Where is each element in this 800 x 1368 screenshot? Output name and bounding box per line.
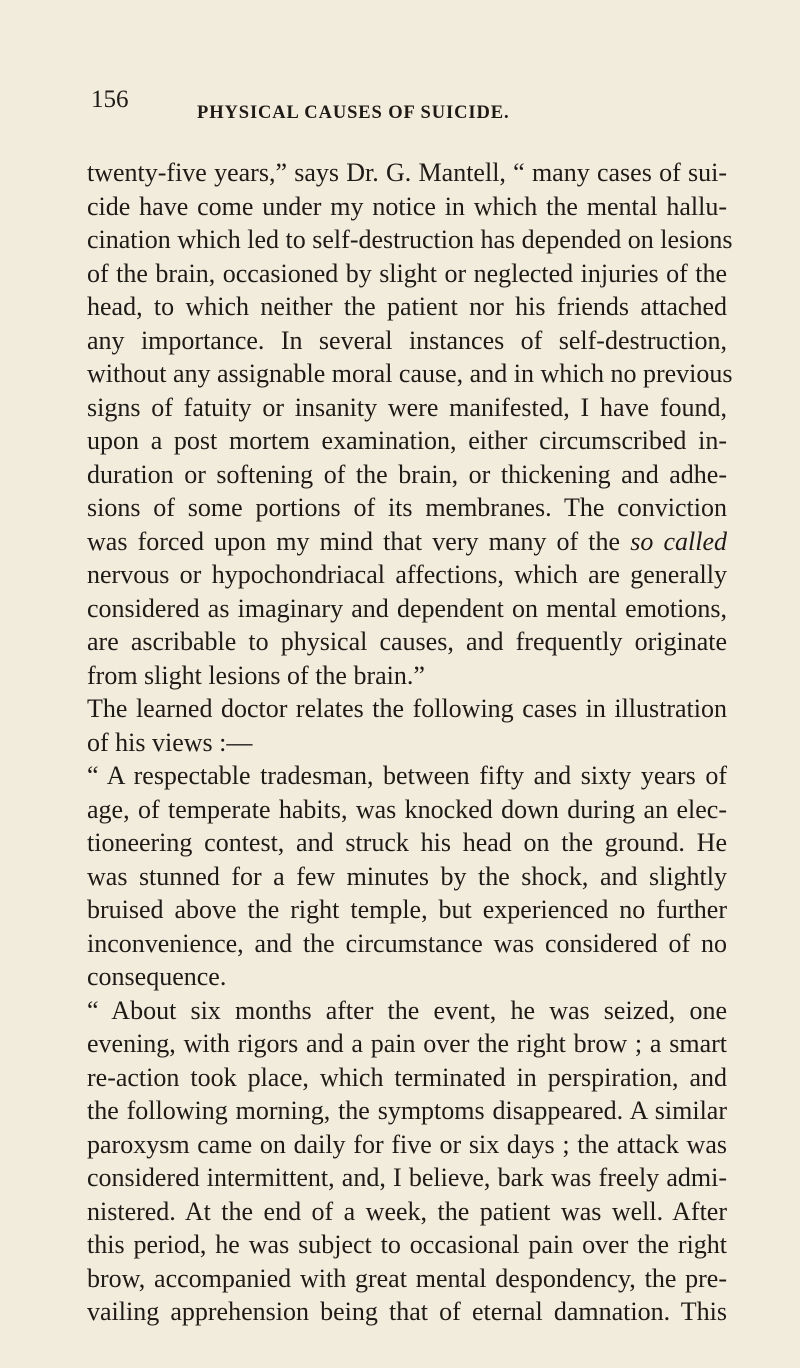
text-line: nistered. At the end of a week, the patient was well. After <box>87 1196 727 1226</box>
text-line: any importance. In several instances of self-destruction, <box>87 325 727 355</box>
running-head: PHYSICAL CAUSES OF SUICIDE. <box>197 103 510 123</box>
text-line: without any assignable moral cause, and in which no previous <box>87 359 733 388</box>
text-line: age, of temperate habits, was knocked down during an elec- <box>87 794 727 824</box>
text-line: this period, he was subject to occasional pain over the right <box>87 1230 727 1259</box>
text-line: upon a post mortem examination, either circumscribed in- <box>87 426 727 455</box>
text-line: signs of fatuity or insanity were manifested, I have found, <box>87 392 727 422</box>
page-number: 156 <box>91 86 129 113</box>
text-line: was stunned for a few minutes by the shock, and slightly <box>87 861 727 891</box>
text-line: from slight lesions of the brain.” <box>87 660 425 690</box>
text-line: The learned doctor relates the following cases in illustration <box>87 694 727 723</box>
text-line: re-action took place, which terminated in perspiration, and <box>87 1062 727 1092</box>
text-line: cide have come under my notice in which the mental hallu- <box>87 191 727 221</box>
text-line: twenty-five years,” says Dr. G. Mantell, “ many cases of sui- <box>87 158 727 187</box>
text-line: cination which led to self-destruction has depended on lesions <box>87 225 733 254</box>
text-line <box>87 525 727 559</box>
text-line: of the brain, occasioned by slight or neglected injuries of the <box>87 258 727 288</box>
text-line: evening, with rigors and a pain over the right brow ; a smart <box>87 1029 727 1058</box>
text-line: paroxysm came on daily for five or six days ; the attack was <box>87 1129 727 1159</box>
text-line: vailing apprehension being that of eternal damnation. This <box>87 1297 727 1326</box>
text-line: brow, accompanied with great mental despondency, the pre- <box>87 1263 727 1293</box>
text-line: “ About six months after the event, he was seized, one <box>87 995 727 1025</box>
text-segment: was forced upon my mind that very many of the <box>87 526 631 556</box>
text-line: inconvenience, and the circumstance was considered of no <box>87 928 727 958</box>
text-line: nervous or hypochondriacal affections, which are generally <box>87 560 727 589</box>
text-line: considered as imaginary and dependent on mental emotions, <box>87 593 727 623</box>
text-line: are ascribable to physical causes, and frequently originate <box>87 627 727 656</box>
text-line: sions of some portions of its membranes. The conviction <box>87 493 727 522</box>
text-line: consequence. <box>87 962 227 991</box>
italic-phrase: so called <box>630 526 727 556</box>
text-line: “ A respectable tradesman, between fifty and sixty years of <box>87 761 727 790</box>
text-line: of his views :— <box>87 727 253 757</box>
text-line: considered intermittent, and, I believe, bark was freely admi- <box>87 1163 727 1192</box>
text-line: head, to which neither the patient nor his friends attached <box>87 292 727 321</box>
body-text <box>87 156 733 1329</box>
text-line: bruised above the right temple, but experienced no further <box>87 895 727 924</box>
text-line: the following morning, the symptoms disappeared. A similar <box>87 1096 727 1125</box>
text-line: tioneering contest, and struck his head on the ground. He <box>87 828 727 857</box>
text-line: duration or softening of the brain, or thickening and adhe- <box>87 459 727 489</box>
